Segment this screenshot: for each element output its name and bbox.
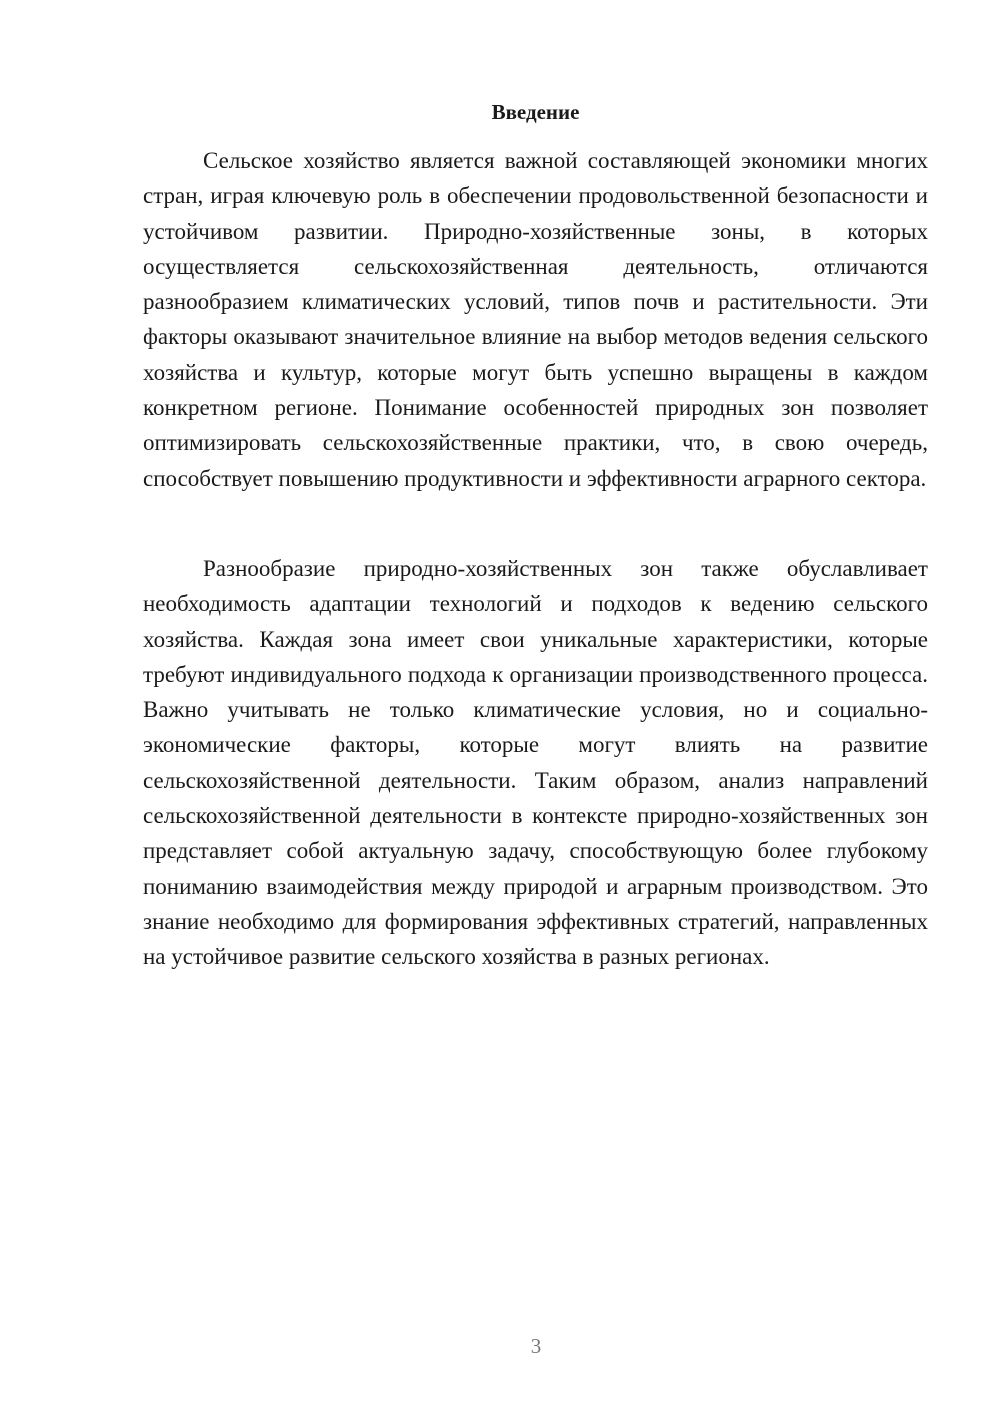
paragraph-1: Сельское хозяйство является важной составляющей экономики многих стран, играя ключевую роль в обеспечении продовольственной безопасности и устойчивом развитии. Природно-хозяйственные зоны, в которых осуществляется сельскохозяйственная деятельность, отличаются разнообразием климатических условий, типов почв и растительности. Эти факторы оказывают значительное влияние на выбор методов ведения сельского хозяйства и культур, которые могут быть успешно выращены в каждом конкретном регионе. Понимание особенностей природных зон позволяет оптимизировать сельскохозяйственные практики, что, в свою очередь, способствует повышению продуктивности и эффективности аграрного сектора. [143,148,928,491]
paragraph-2: Разнообразие природно-хозяйственных зон также обуславливает необходимость адаптации технологий и подходов к ведению сельского хозяйства. Каждая зона имеет свои уникальные характеристики, которые требуют индивидуального подхода к организации производственного процесса. Важно учитывать не только климатические условия, но и социально-экономические факторы, которые могут влиять на развитие сельскохозяйственной деятельности. Таким образом, анализ направлений сельскохозяйственной деятельности в контексте природно-хозяйственных зон представляет собой актуальную задачу, способствующую более глубокому пониманию взаимодействия между природой и аграрным производством. Это знание необходимо для формирования эффективных стратегий, направленных на устойчивое развитие сельского хозяйства в разных регионах. [143,556,928,970]
page-number: 3 [530,1334,542,1358]
section-title: Введение [491,100,580,124]
